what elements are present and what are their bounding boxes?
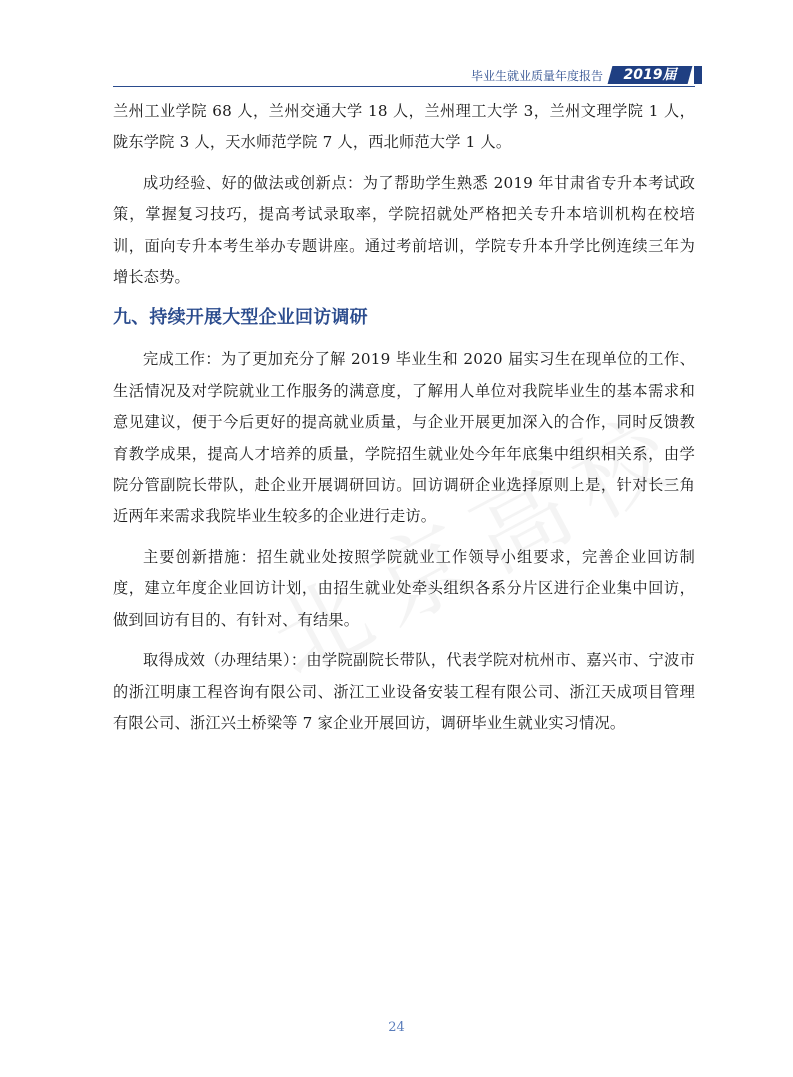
innovation-measures-paragraph: 主要创新措施：招生就业处按照学院就业工作领导小组要求，完善企业回访制度，建立年度企业回访计划，由招生就业处牵头组织各系分片区进行企业集中回访，做到回访有目的、有针对、有结果。	[113, 547, 695, 629]
report-title: 毕业生就业质量年度报告	[470, 69, 603, 83]
intro-continuation-paragraph: 兰州工业学院 68 人，兰州交通大学 18 人，兰州理工大学 3，兰州文理学院 1 人，陇东学院 3 人，天水师范学院 7 人，西北师范大学 1 人。	[113, 102, 695, 152]
page-number: 24	[388, 1020, 405, 1035]
header-divider	[113, 86, 695, 87]
document-body	[113, 96, 695, 748]
year-badge-label: 2019届	[623, 67, 677, 83]
section-heading: 九、持续开展大型企业回访调研	[113, 307, 368, 329]
success-experience-paragraph: 成功经验、好的做法或创新点：为了帮助学生熟悉 2019 年甘肃省专升本考试政策，掌握复习技巧，提高考试录取率，学院招就处严格把关专升本培训机构在校培训，面向专升本考生举办专题讲座。通过考前培训，学院专升本升学比例连续三年为增长态势。	[113, 173, 695, 287]
results-paragraph: 取得成效（办理结果）：由学院副院长带队，代表学院对杭州市、嘉兴市、宁波市的浙江明康工程咨询有限公司、浙江工业设备安装工程有限公司、浙江天成项目管理有限公司、浙江兴土桥梁等 7 家企业开展回访，调研毕业生就业实习情况。	[113, 651, 695, 732]
header-tab-marker	[694, 66, 702, 84]
year-badge	[608, 66, 693, 84]
work-completed-paragraph: 完成工作：为了更加充分了解 2019 毕业生和 2020 届实习生在现单位的工作、生活情况及对学院就业工作服务的满意度，了解用人单位对我院毕业生的基本需求和意见建议，便于今后更好的提高就业质量，与企业开展更加深入的合作，同时反馈教育教学成果，提高人才培养的质量，学院招生就业处今年年底集中组织相关系，由学院分管副院长带队，赴企业开展调研回访。回访调研企业选择原则上是，针对长三角近两年来需求我院毕业生较多的企业进行走访。	[113, 350, 695, 526]
